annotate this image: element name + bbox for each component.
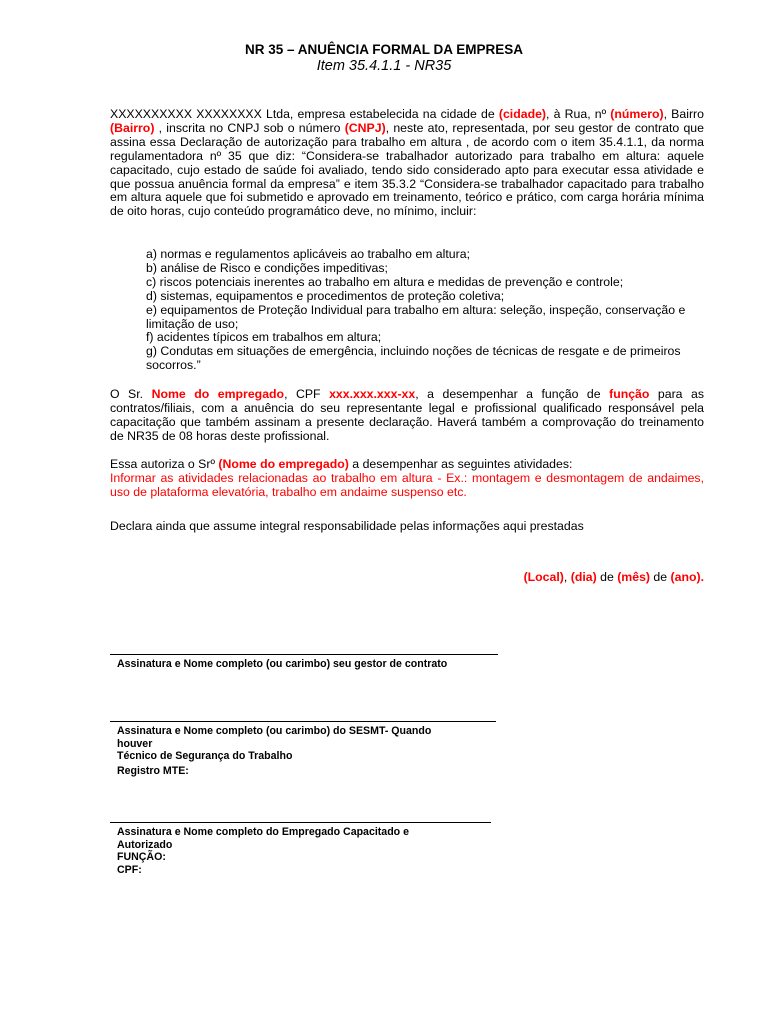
employee-name-placeholder: (Nome do empregado) (218, 457, 349, 471)
signature-caption: Assinatura e Nome completo do Empregado Capacitado e Autorizado (117, 826, 409, 851)
cpf-placeholder: xxx.xxx.xxx-xx (329, 387, 416, 401)
authorization-text: a desempenhar as seguintes atividades: (348, 457, 573, 471)
intro-text: , à Rua, nº (546, 107, 611, 121)
day-placeholder: (dia) (570, 570, 597, 584)
signature-line (110, 721, 496, 722)
date-line (524, 570, 704, 584)
employee-text: , CPF (284, 387, 330, 401)
activities-text: Informar as atividades relacionadas ao trabalho em altura - Ex.: montagem e desmontagem de andaimes, uso de plataforma elevatória, trabalho em andaime suspenso etc. (110, 471, 704, 499)
local-placeholder: (Local) (523, 570, 564, 584)
employee-name-placeholder: Nome do empregado (151, 387, 285, 401)
signature-caption: Assinatura e Nome completo (ou carimbo) seu gestor de contrato (117, 658, 448, 670)
signature-block-sesmt (110, 721, 496, 777)
intro-text: , Bairro (663, 107, 704, 121)
date-separator: de (596, 570, 618, 584)
document-subtitle: Item 35.4.1.1 - NR35 (316, 58, 452, 74)
company-name: XXXXXXXXXX XXXXXXXX Ltda, empresa estabelecida na cidade de (110, 107, 499, 121)
employee-text: para as contratos/filiais, com a anuência do seu representante legal e profissional qualificado responsável pela capacitação que também assinam a presente declaração. Haverá também a comprovação do treinamento de NR35 de 08 horas deste profissional. (110, 387, 704, 443)
cnpj-placeholder: (CNPJ) (344, 120, 386, 135)
list-item: f) acidentes típicos em trabalhos em altura; (146, 330, 382, 345)
intro-text: , inscrita no CNPJ sob o número (154, 120, 345, 135)
intro-text: , neste ato, representada, por seu gestor de contrato que assina essa Declaração de autorização para trabalho em altura , de acordo com o item 35.4.1.1, da norma regulamentadora nº 35 que diz: “Considera-se trabalhador autorizado para trabalho em altura: aquele capacitado, cujo estado de saúde foi avaliado, tendo sido considerado apto para executar essa atividade e que possua anuência formal da empresa” e item 35.3.2 “Considera-se trabalhador capacitado para trabalho em altura aquele que foi submetido e aprovado em treinamento, teórico e prático, com carga horária mínima de oito horas, cujo conteúdo programático deve, no mínimo, incluir: (110, 120, 704, 219)
number-placeholder: (número) (610, 107, 664, 121)
function-placeholder: função (609, 387, 650, 401)
training-topics-list (146, 248, 704, 373)
registration-label: Registro MTE: (117, 764, 189, 777)
declaration-text: Declara ainda que assume integral responsabilidade pelas informações aqui prestadas (110, 519, 584, 533)
list-item: a) normas e regulamentos aplicáveis ao trabalho em altura; (146, 247, 470, 261)
signature-caption: Assinatura e Nome completo (ou carimbo) do SESMT- Quando houver (117, 725, 432, 750)
city-placeholder: (cidade) (498, 107, 547, 121)
function-label: FUNÇÃO: (117, 851, 166, 864)
intro-paragraph (110, 108, 704, 219)
date-separator: de (650, 570, 671, 584)
signature-block-manager (110, 654, 498, 671)
employee-paragraph (110, 388, 704, 444)
year-placeholder: (ano). (670, 570, 704, 584)
authorization-text: Essa autoriza o Srº (110, 457, 219, 471)
cpf-label: CPF: (117, 863, 142, 876)
date-separator: , (563, 570, 571, 584)
employee-text: , a desempenhar a função de (415, 387, 610, 401)
month-placeholder: (mês) (617, 570, 651, 584)
neighborhood-placeholder: (Bairro) (110, 120, 155, 135)
signature-block-employee (110, 822, 491, 876)
list-item: g) Condutas em situações de emergência, incluindo noções de técnicas de resgate e de primeiros socorros.” (146, 344, 681, 373)
list-item: c) riscos potenciais inerentes ao trabalho em altura e medidas de prevenção e controle; (146, 274, 624, 289)
list-item: d) sistemas, equipamentos e procedimentos de proteção coletiva; (146, 288, 505, 303)
authorization-paragraph (110, 458, 704, 472)
employee-text: O Sr. (110, 387, 152, 401)
signature-role: Técnico de Segurança do Trabalho (117, 750, 293, 763)
signature-line (110, 822, 491, 823)
document-title: NR 35 – ANUÊNCIA FORMAL DA EMPRESA (244, 42, 524, 57)
list-item: e) equipamentos de Proteção Individual para trabalho em altura: seleção, inspeção, conservação e limitação de uso; (146, 302, 686, 331)
signature-line (110, 654, 498, 655)
list-item: b) análise de Risco e condições impeditivas; (146, 260, 388, 275)
